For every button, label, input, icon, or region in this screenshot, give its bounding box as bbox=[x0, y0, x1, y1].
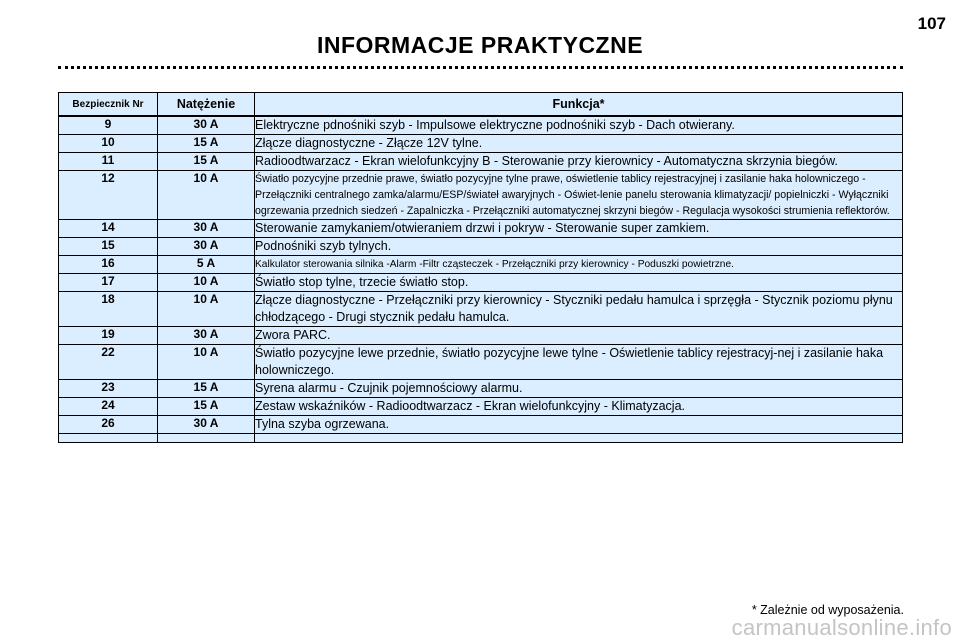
table-row bbox=[59, 256, 903, 274]
fuse-amperage: 30 A bbox=[158, 220, 255, 238]
fuse-function: Światło pozycyjne lewe przednie, światło pozycyjne lewe tylne - Oświetlenie tablicy rejestracyj-nej i zasilanie haka holowniczego. bbox=[255, 345, 903, 380]
dotted-divider bbox=[58, 66, 903, 69]
watermark: carmanualsonline.info bbox=[731, 615, 952, 640]
table-row bbox=[59, 274, 903, 292]
fuse-number: 22 bbox=[59, 345, 158, 380]
fuse-amperage: 30 A bbox=[158, 238, 255, 256]
fuse-number: 26 bbox=[59, 416, 158, 434]
fuse-function: Podnośniki szyb tylnych. bbox=[255, 238, 903, 256]
fuse-function: Tylna szyba ogrzewana. bbox=[255, 416, 903, 434]
table-header-row bbox=[59, 93, 903, 117]
fuse-function: Światło stop tylne, trzecie światło stop. bbox=[255, 274, 903, 292]
fuse-function: Zestaw wskaźników - Radioodtwarzacz - Ekran wielofunkcyjny - Klimatyzacja. bbox=[255, 398, 903, 416]
fuse-function: Światło pozycyjne przednie prawe, światło pozycyjne tylne prawe, oświetlenie tablicy rejestracyjnej i zasilanie haka holowniczego - Przełączniki centralnego zamka/alarmu/ESP/świateł awaryjnych - Oświet-lenie panelu sterowania klimatyzacji/ popielniczki - Wyłączniki ogrzewania przednich siedzeń - Zapalniczka - Przełączniki automatycznej skrzyni biegów - Regulacja wysokości strumienia reflektorów. bbox=[255, 171, 903, 220]
footnote: * Zależnie od wyposażenia. bbox=[751, 603, 904, 617]
table-row bbox=[59, 327, 903, 345]
fuse-function: Syrena alarmu - Czujnik pojemnościowy alarmu. bbox=[255, 380, 903, 398]
fuse-amperage: 15 A bbox=[158, 135, 255, 153]
fuse-amperage: 10 A bbox=[158, 345, 255, 380]
empty-cell bbox=[255, 434, 903, 443]
header-function: Funkcja* bbox=[255, 93, 903, 117]
table-row bbox=[59, 153, 903, 171]
fuse-number: 9 bbox=[59, 116, 158, 135]
fuse-function: Złącze diagnostyczne - Złącze 12V tylne. bbox=[255, 135, 903, 153]
page-number: 107 bbox=[917, 14, 946, 33]
table-row bbox=[59, 135, 903, 153]
table-row bbox=[59, 398, 903, 416]
fuse-number: 18 bbox=[59, 292, 158, 327]
fuse-amperage: 30 A bbox=[158, 116, 255, 135]
fuse-amperage: 30 A bbox=[158, 416, 255, 434]
fuse-function: Kalkulator sterowania silnika -Alarm -Filtr cząsteczek - Przełączniki przy kierownicy - Poduszki powietrzne. bbox=[255, 256, 903, 274]
fuse-amperage: 10 A bbox=[158, 171, 255, 220]
table-row bbox=[59, 220, 903, 238]
table-row bbox=[59, 116, 903, 135]
fuse-amperage: 30 A bbox=[158, 327, 255, 345]
fuse-amperage: 10 A bbox=[158, 274, 255, 292]
fuse-number: 15 bbox=[59, 238, 158, 256]
fuse-amperage: 15 A bbox=[158, 398, 255, 416]
fuse-number: 12 bbox=[59, 171, 158, 220]
table-row bbox=[59, 292, 903, 327]
fuse-number: 11 bbox=[59, 153, 158, 171]
table-row bbox=[59, 345, 903, 380]
fuse-number: 14 bbox=[59, 220, 158, 238]
fuse-number: 24 bbox=[59, 398, 158, 416]
table-row bbox=[59, 380, 903, 398]
fuse-amperage: 5 A bbox=[158, 256, 255, 274]
fuse-function: Elektryczne pdnośniki szyb - Impulsowe elektryczne podnośniki szyb - Dach otwierany. bbox=[255, 116, 903, 135]
header-fuse-number: Bezpiecznik Nr bbox=[59, 93, 158, 117]
fuse-number: 16 bbox=[59, 256, 158, 274]
fuse-number: 23 bbox=[59, 380, 158, 398]
fuse-number: 10 bbox=[59, 135, 158, 153]
fuse-amperage: 15 A bbox=[158, 380, 255, 398]
fuse-number: 17 bbox=[59, 274, 158, 292]
table-row bbox=[59, 416, 903, 434]
fuse-function: Sterowanie zamykaniem/otwieraniem drzwi i pokryw - Sterowanie super zamkiem. bbox=[255, 220, 903, 238]
fuse-table bbox=[58, 92, 903, 443]
fuse-amperage: 10 A bbox=[158, 292, 255, 327]
empty-cell bbox=[59, 434, 158, 443]
fuse-function: Radioodtwarzacz - Ekran wielofunkcyjny B - Sterowanie przy kierownicy - Automatyczna skrzynia biegów. bbox=[255, 153, 903, 171]
fuse-amperage: 15 A bbox=[158, 153, 255, 171]
fuse-function: Zwora PARC. bbox=[255, 327, 903, 345]
empty-cell bbox=[158, 434, 255, 443]
fuse-function: Złącze diagnostyczne - Przełączniki przy kierownicy - Styczniki pedału hamulca i sprzęgła - Stycznik poziomu płynu chłodzącego - Drugi stycznik pedału hamulca. bbox=[255, 292, 903, 327]
table-filler-row bbox=[59, 434, 903, 443]
table-row bbox=[59, 171, 903, 220]
page-title: INFORMACJE PRAKTYCZNE bbox=[316, 32, 644, 58]
fuse-number: 19 bbox=[59, 327, 158, 345]
table-row bbox=[59, 238, 903, 256]
header-amperage: Natężenie bbox=[158, 93, 255, 117]
